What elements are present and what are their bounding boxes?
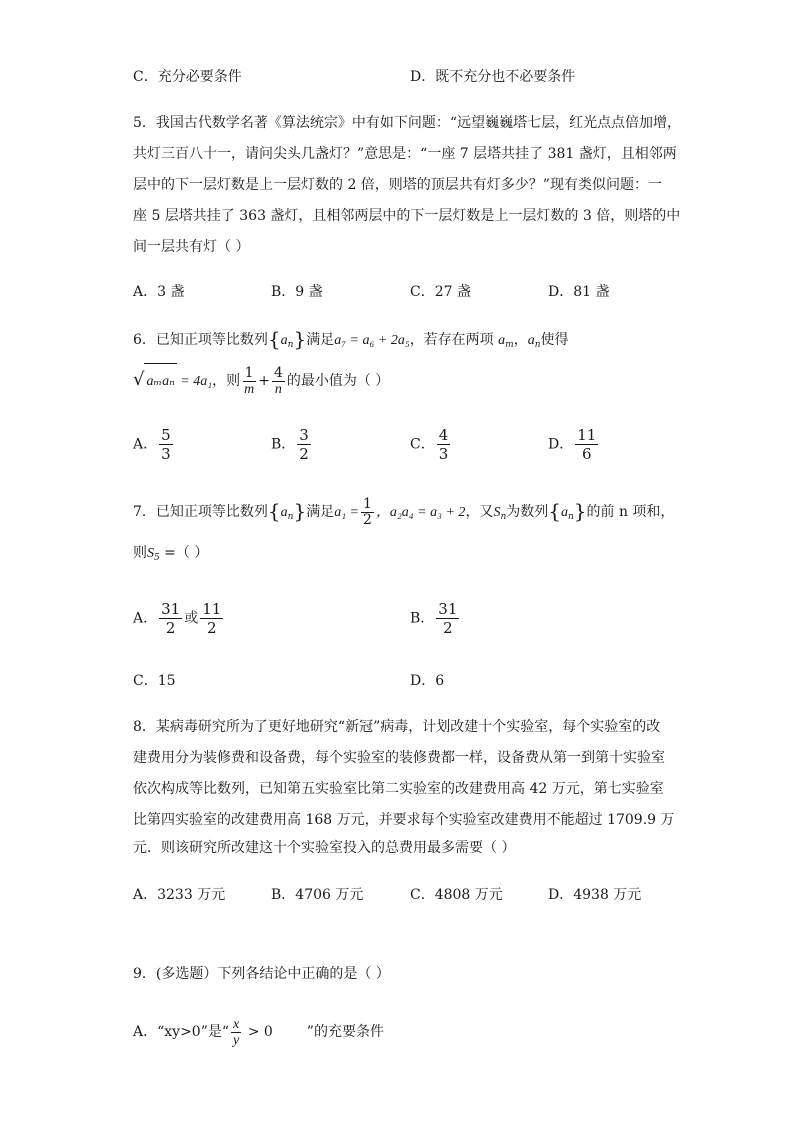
q5-option-b: B．9 盏: [271, 284, 323, 300]
q6-fraction-1: [242, 366, 256, 397]
q8-option-a: A．3233 万元: [133, 887, 226, 903]
q6-option-c: [410, 426, 452, 463]
q6-option-a-fraction: [159, 426, 173, 463]
q6-an: a: [527, 333, 535, 348]
q7-option-c: C．15: [133, 673, 176, 689]
q7-line2-end: =（ ）: [159, 545, 209, 561]
q5-text-line-5: 间一层共有灯（ ）: [133, 239, 250, 255]
q5-text-line-1: 5．我国古代数学名著《算法统宗》中有如下问题：“远望巍巍塔七层，红光点点倍加增，: [133, 115, 682, 131]
q6-option-d-den: 6: [582, 445, 592, 463]
q7-line2-prefix: 则: [133, 545, 147, 561]
q9-option-a-prefix: A．“xy>0”是“: [133, 1024, 230, 1040]
q9-option-a-den: y: [233, 1032, 240, 1048]
q6-plus: +: [258, 373, 270, 389]
q6-option-a: [133, 426, 175, 463]
q6-option-b-fraction: [297, 426, 311, 463]
q5-option-a: A．3 盏: [133, 284, 185, 300]
q7-sn-sub: n: [500, 512, 507, 522]
q8-option-d: D．4938 万元: [548, 887, 642, 903]
q7-a1: a₁ =: [334, 505, 360, 520]
q6-frac1-num: 1: [244, 364, 254, 381]
q8-text-line-1: 8．某病毒研究所为了更好地研究“新冠”病毒，计划改建十个实验室，每个实验室的改: [133, 719, 661, 735]
q7-option-a-fraction-2: [200, 600, 223, 637]
q9-option-a: [133, 1012, 384, 1052]
q6-eq: = 4a₁: [176, 374, 213, 389]
q6-seq-sub: n: [287, 340, 294, 350]
q7-a1-fraction: [361, 497, 374, 528]
q6-line2-end: 的最小值为（ ）: [286, 373, 390, 389]
q4-option-c: C．充分必要条件: [133, 69, 242, 85]
q8-option-c: C．4808 万元: [410, 887, 503, 903]
q6-option-a-label: A．: [133, 436, 158, 453]
q7-mid2: 为数列: [506, 504, 549, 520]
q7-option-a: [133, 600, 225, 637]
q7-seq-2: a: [560, 505, 568, 520]
q6-am-sub: m: [505, 340, 514, 350]
q6-option-c-den: 3: [438, 445, 449, 463]
q7-text-line-2: [133, 543, 208, 568]
q7-a1-den: 2: [363, 511, 372, 528]
q6-suffix: 使得: [540, 332, 569, 348]
q7-option-a-num1: 31: [161, 600, 181, 618]
q7-option-b-num: 31: [438, 600, 458, 618]
q7-prefix: 7．已知正项等比数列: [133, 504, 268, 520]
q6-option-b-num: 3: [299, 426, 309, 444]
q6-option-c-num: 4: [438, 426, 449, 444]
q6-option-c-fraction: [437, 426, 451, 463]
q8-text-line-3: 依次构成等比数列，已知第五实验室比第二实验室的改建费用高 42 万元，第七实验室: [133, 781, 664, 797]
q5-text-line-3: 层中的下一层灯数是上一层灯数的 2 倍，则塔的顶层共有灯多少？”现有类似问题：一: [133, 177, 662, 193]
q7-option-a-den2: 2: [206, 619, 217, 637]
q6-frac1-den: m: [244, 381, 255, 397]
q7-option-a-fraction-1: [159, 600, 182, 637]
q6-text-line-1: 6．已知正项等比数列$\{a_n\}$满足a₇ = a₆ + 2a₅，若存在两项 $a_m$，$a_n$使得: [133, 327, 569, 351]
q6-fraction-2: [272, 366, 285, 397]
q7-cond-label: 满足: [306, 504, 335, 520]
q8-text-line-5: 元．则该研究所改建这十个实验室投入的总费用最多需要（ ）: [133, 840, 516, 856]
q7-sn: S: [493, 505, 501, 520]
q6-prefix: 6．已知正项等比数列: [133, 332, 268, 348]
q9-option-a-num: x: [233, 1016, 240, 1032]
q6-middle: ，若存在两项: [409, 332, 494, 348]
q6-sqrt-expr: aₘaₙ: [144, 363, 176, 400]
q9-option-a-suffix: ”的充要条件: [306, 1024, 384, 1040]
q6-option-b-label: B．: [271, 436, 296, 453]
q6-option-b-den: 2: [299, 445, 309, 463]
q7-seq-sub: n: [287, 512, 294, 522]
q6-an-sub: n: [534, 340, 541, 350]
q8-option-b: B．4706 万元: [271, 887, 364, 903]
q6-text-line-2: √ aₘaₙ = 4a₁，则 $\frac{1}{m}$ + $\frac{4}{n}$ 的最小值为（ ）: [133, 362, 389, 400]
q7-seq-2-sub: n: [567, 512, 574, 522]
q7-option-b-label: B．: [410, 610, 435, 627]
q7-option-a-label: A．: [133, 610, 158, 627]
q6-condition: a₇ = a₆ + 2a₅: [334, 333, 410, 348]
q9-option-a-fraction: [231, 1017, 241, 1048]
q9-text-line-1: 9．(多选题）下列各结论中正确的是（ ）: [133, 966, 390, 982]
q6-option-c-label: C．: [410, 436, 435, 453]
q7-text-line-1: 7．已知正项等比数列$\{a_n\}$满足a₁ = $\frac{1}{2}$ ，a₂a₄ = a₃ + 2，又$S_n$为数列$\{a_n\}$的前 n 项和，: [133, 495, 675, 528]
q8-text-line-2: 建费用分为装修费和设备费，每个实验室的装修费都一样，设备费从第一到第十实验室: [133, 750, 665, 766]
q6-line2-mid: ，则: [212, 373, 241, 389]
q7-cond2: ，a₂a₄ = a₃ + 2: [375, 505, 466, 520]
q7-s5-sub: 5: [154, 553, 160, 563]
q9-option-a-gt: > 0: [243, 1024, 273, 1040]
q7-option-b-den: 2: [443, 619, 453, 637]
q5-option-c: C．27 盏: [410, 284, 471, 300]
q7-end: 的前 n 项和，: [586, 504, 675, 520]
q7-option-a-or: 或: [184, 610, 199, 627]
q6-frac2-den: n: [274, 381, 282, 397]
q7-option-a-den1: 2: [165, 619, 176, 637]
q7-option-a-num2: 11: [202, 600, 222, 618]
q7-option-b-fraction: [436, 600, 459, 637]
q7-mid: ，又: [465, 504, 494, 520]
q6-cond-label: 满足: [306, 332, 335, 348]
q4-option-d: D．既不充分也不必要条件: [410, 69, 576, 85]
q6-option-a-den: 3: [161, 445, 171, 463]
q7-s5: S: [147, 546, 154, 561]
q5-option-d: D．81 盏: [548, 284, 610, 300]
q6-option-a-num: 5: [161, 426, 171, 444]
q6-am: a: [498, 333, 506, 348]
q6-option-d-num: 11: [577, 426, 597, 444]
q7-option-d: D．6: [410, 673, 445, 689]
q6-seq: a: [280, 333, 288, 348]
q6-option-d-fraction: [575, 426, 598, 463]
q6-option-d: [548, 426, 600, 463]
q6-option-b: [271, 426, 313, 463]
q6-option-d-label: D．: [548, 436, 574, 453]
q5-text-line-4: 座 5 层塔共挂了 363 盏灯，且相邻两层中的下一层灯数是上一层灯数的 3 倍，则塔的中: [133, 208, 681, 224]
q7-option-b: [410, 600, 461, 637]
q7-seq: a: [280, 505, 288, 520]
q6-frac2-num: 4: [273, 364, 283, 381]
q5-text-line-2: 共灯三百八十一，请问尖头几盏灯？”意思是：“一座 7 层塔共挂了 381 盏灯，且相邻两: [133, 146, 677, 162]
q8-text-line-4: 比第四实验室的改建费用高 168 万元，并要求每个实验室改建费用不能超过 1709.9 万: [133, 812, 675, 828]
q7-a1-num: 1: [363, 495, 372, 512]
q6-sep: ，: [513, 332, 528, 348]
